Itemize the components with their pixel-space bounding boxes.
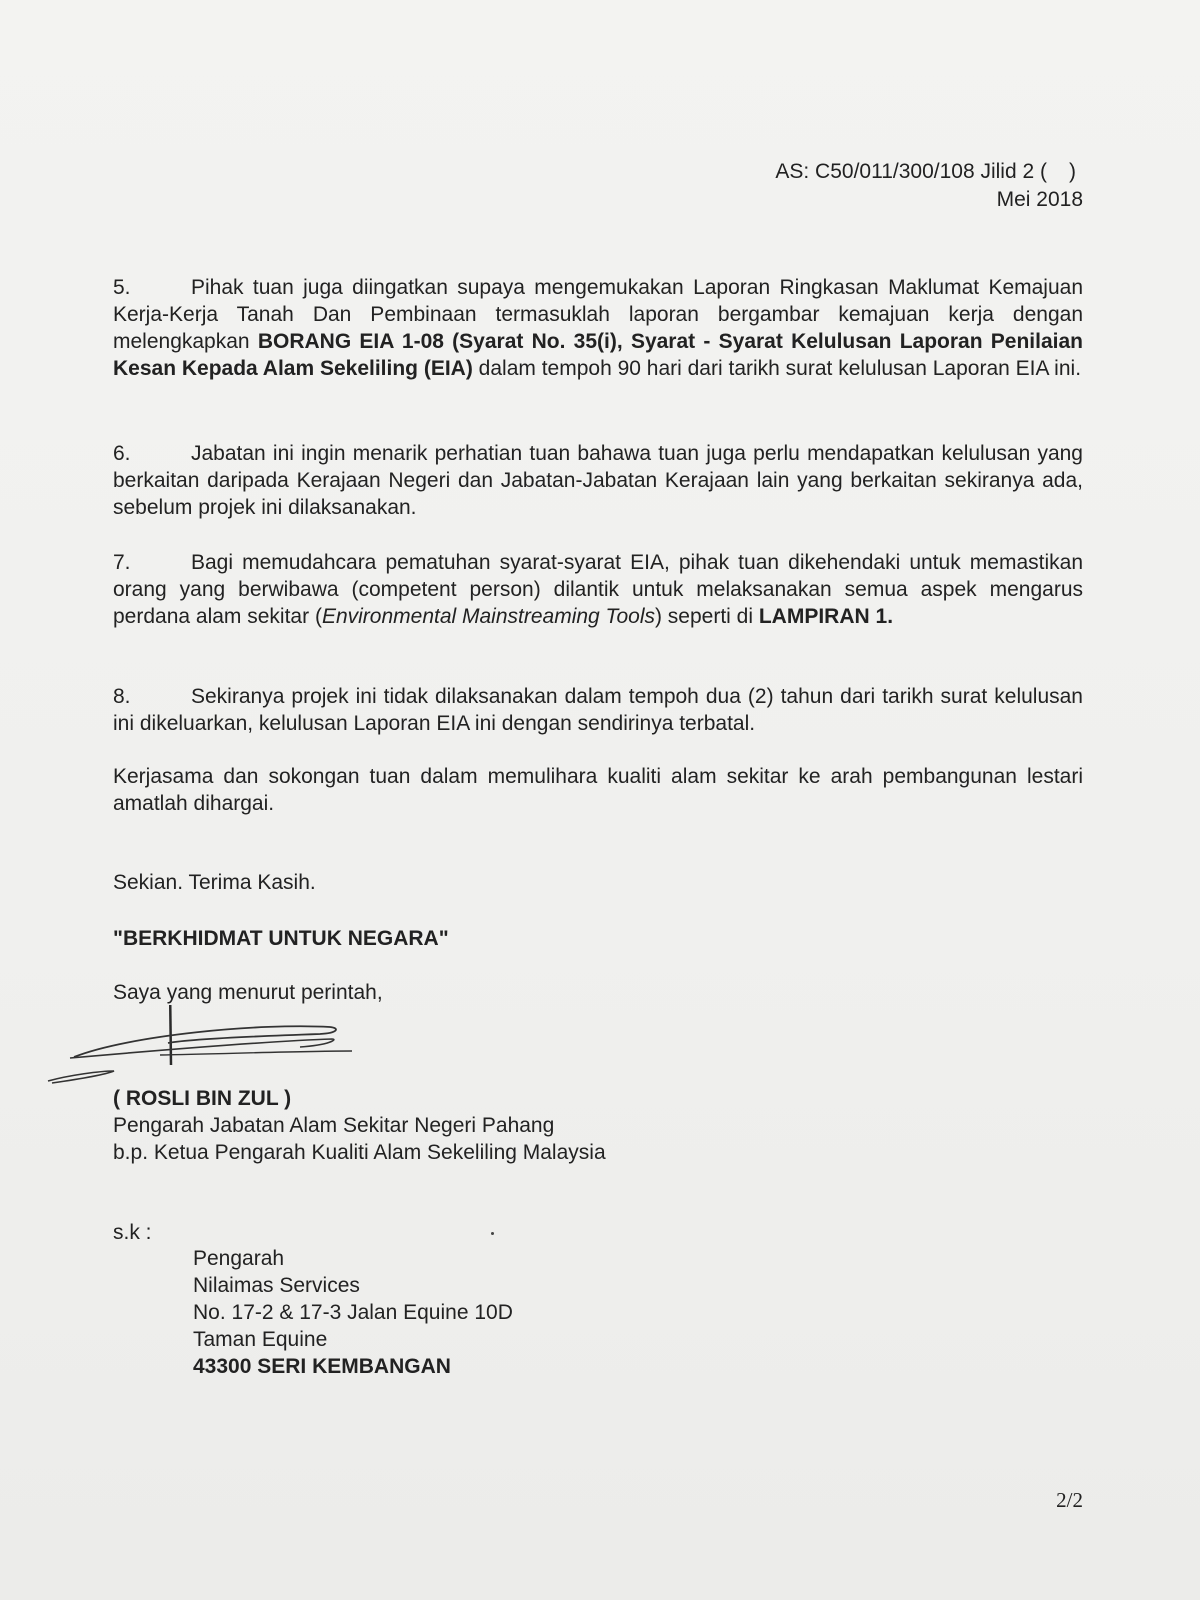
reference-close: ) bbox=[1069, 160, 1076, 183]
paragraph-number: 7. bbox=[113, 551, 131, 574]
paragraph-5 bbox=[113, 274, 1083, 382]
paragraph-text: Bagi memudahcara pematuhan syarat-syarat EIA, pihak tuan dikehendaki untuk memastikan orang yang berwibawa (competent person) dilantik untuk melaksanakan semua aspek mengarus perdana alam sekitar ( bbox=[113, 551, 1083, 628]
paragraph-number: 6. bbox=[113, 442, 131, 465]
stray-mark bbox=[491, 1232, 494, 1235]
paragraph-text: Sekiranya projek ini tidak dilaksanakan dalam tempoh dua (2) tahun dari tarikh surat kelulusan ini dikeluarkan, kelulusan Laporan EIA ini dengan sendirinya terbatal. bbox=[113, 685, 1083, 735]
signatory-title: Pengarah Jabatan Alam Sekitar Negeri Pahang bbox=[113, 1114, 555, 1137]
paragraph-text: Pihak tuan juga diingatkan supaya mengemukakan Laporan Ringkasan Maklumat Kemajuan Kerja-Kerja Tanah Dan Pembinaan termasuklah laporan bergambar kemajuan kerja dengan melengkapkan bbox=[113, 276, 1083, 353]
paragraph-6 bbox=[113, 440, 1083, 521]
reference-block bbox=[775, 158, 1083, 214]
paragraph-number: 8. bbox=[113, 685, 131, 708]
paragraph-text: dalam tempoh 90 hari dari tarikh surat kelulusan Laporan EIA ini. bbox=[472, 357, 1082, 380]
paragraph-number: 5. bbox=[113, 276, 131, 299]
cc-address-line: Nilaimas Services bbox=[193, 1274, 360, 1297]
paragraph-appreciation bbox=[113, 763, 1083, 817]
reference-text: AS: C50/011/300/108 Jilid 2 ( bbox=[775, 160, 1047, 183]
paragraph-7 bbox=[113, 549, 1083, 630]
paragraph-bold-text: BORANG EIA 1-08 (Syarat No. 35(i), Syarat - Syarat Kelulusan Laporan Penilaian Kesan Kepada Alam Sekeliling (EIA) bbox=[113, 330, 1083, 380]
page-number: 2/2 bbox=[1056, 1488, 1083, 1512]
appendix-reference: LAMPIRAN 1. bbox=[758, 605, 894, 628]
paragraph-text: Jabatan ini ingin menarik perhatian tuan bahawa tuan juga perlu mendapatkan kelulusan yang berkaitan daripada Kerajaan Negeri dan Jabatan-Jabatan Kerajaan lain yang berkaitan sekiranya ada, sebelum projek ini dilaksanakan. bbox=[113, 442, 1083, 519]
motto: "BERKHIDMAT UNTUK NEGARA" bbox=[113, 927, 449, 950]
letter-date: Mei 2018 bbox=[996, 188, 1083, 211]
paragraph-italic-text: Environmental Mainstreaming Tools bbox=[321, 605, 655, 628]
cc-address bbox=[193, 1245, 513, 1380]
closing-thanks: Sekian. Terima Kasih. bbox=[113, 871, 316, 894]
cc-address-line: Taman Equine bbox=[193, 1328, 328, 1351]
reference-number bbox=[775, 158, 1083, 186]
cc-address-line: No. 17-2 & 17-3 Jalan Equine 10D bbox=[193, 1301, 513, 1324]
cc-label: s.k : bbox=[113, 1221, 152, 1244]
paragraph-text: ) seperti di bbox=[654, 605, 759, 628]
paragraph-text: Kerjasama dan sokongan tuan dalam memulihara kualiti alam sekitar ke arah pembangunan lestari amatlah dihargai. bbox=[113, 765, 1083, 815]
cc-address-postcode: 43300 SERI KEMBANGAN bbox=[193, 1355, 451, 1378]
paragraph-8 bbox=[113, 683, 1083, 737]
closing-obey: Saya yang menurut perintah, bbox=[113, 981, 383, 1004]
cc-address-line: Pengarah bbox=[193, 1247, 285, 1270]
signatory-subtitle: b.p. Ketua Pengarah Kualiti Alam Sekeliling Malaysia bbox=[113, 1141, 606, 1164]
signatory-name: ( ROSLI BIN ZUL ) bbox=[113, 1087, 292, 1110]
